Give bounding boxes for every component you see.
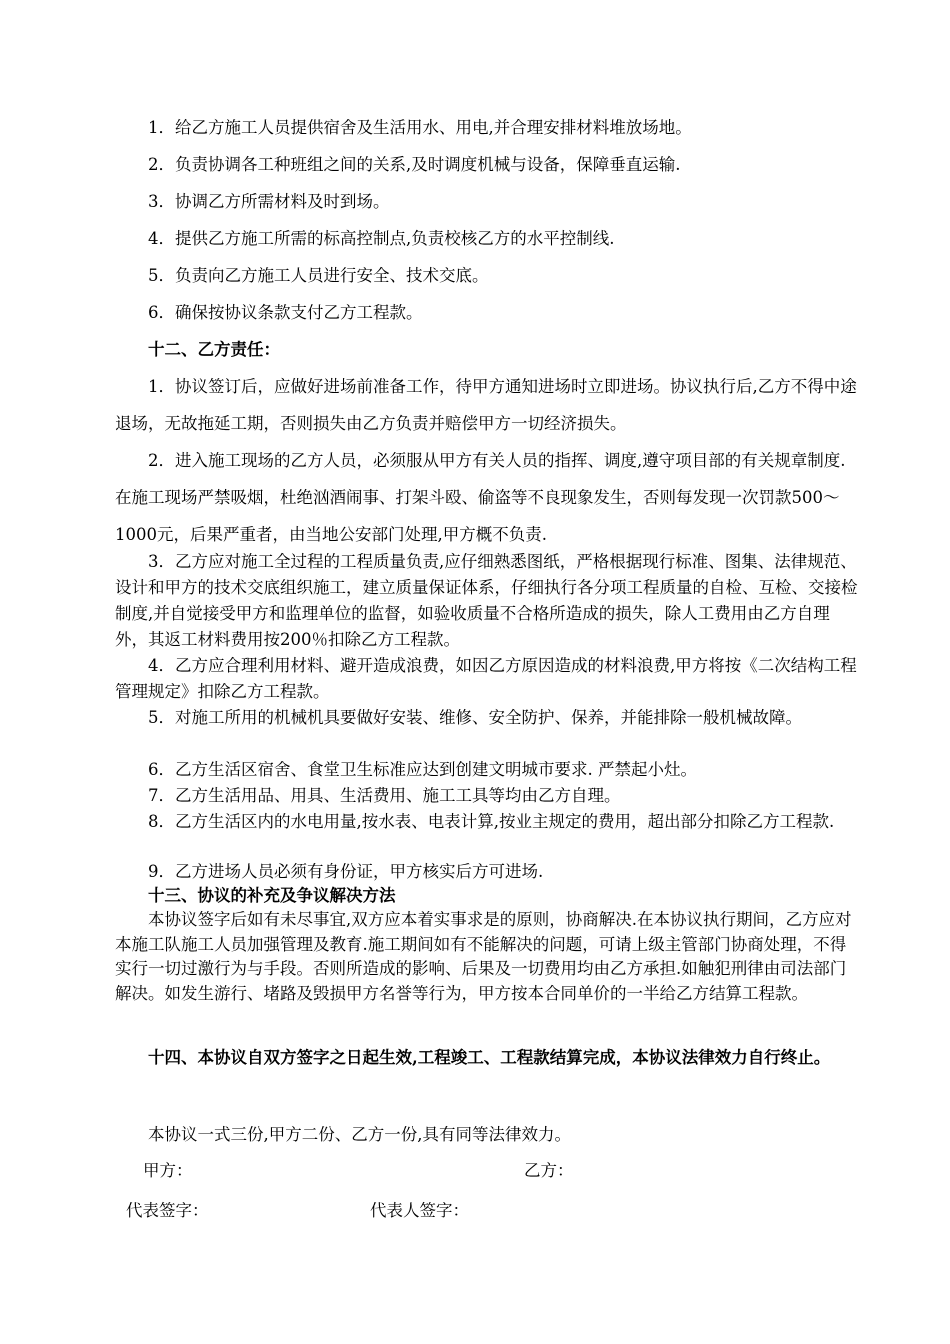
- s12-item-2: 2．进入施工现场的乙方人员，必须服从甲方有关人员的指挥、调度,遵守项目部的有关规章制度.在施工现场严禁吸烟，杜绝汹酒闹事、打架斗殴、偷盗等不良现象发生，否则每发现一次罚款500～1000元，后果严重者，由当地公安部门处理,甲方概不负责.: [115, 451, 846, 544]
- party-a-duty-3: 3．协调乙方所需材料及时到场。: [148, 192, 390, 211]
- party-a-representative-label: 代表签字：: [126, 1201, 209, 1220]
- s12-item-3: 3．乙方应对施工全过程的工程质量负责,应仔细熟悉图纸，严格根据现行标准、图集、法律规范、设计和甲方的技术交底组织施工，建立质量保证体系，仔细执行各分项工程质量的自检、互检、交接检制度,并自觉接受甲方和监理单位的监督，如验收质量不合格所造成的损失，除人工费用由乙方自理外，其返工材料费用按200％扣除乙方工程款。: [115, 552, 858, 649]
- party-a-duty-6: 6．确保按协议条款支付乙方工程款。: [148, 303, 423, 322]
- section-12-heading: 十二、乙方责任：: [148, 340, 280, 359]
- copies-note: 本协议一式三份,甲方二份、乙方一份,具有同等法律效力。: [148, 1125, 571, 1144]
- section-13-heading: 十三、协议的补充及争议解决方法: [148, 886, 396, 905]
- party-b-label: 乙方：: [524, 1161, 574, 1180]
- section-14: 十四、本协议自双方签字之日起生效,工程竣工、工程款结算完成，本协议法律效力自行终止。: [148, 1048, 831, 1067]
- party-a-duty-2: 2．负责协调各工种班组之间的关系,及时调度机械与设备，保障垂直运输.: [148, 155, 681, 174]
- s12-item-1: 1．协议签订后，应做好进场前准备工作，待甲方通知进场时立即进场。协议执行后,乙方不得中途退场，无故拖延工期，否则损失由乙方负责并赔偿甲方一切经济损失。: [115, 377, 857, 433]
- s12-item-4: 4．乙方应合理利用材料、避开造成浪费，如因乙方原因造成的材料浪费,甲方将按《二次结构工程管理规定》扣除乙方工程款。: [115, 656, 857, 701]
- s12-item-5: 5．对施工所用的机械机具要做好安装、维修、安全防护、保养，并能排除一般机械故障。: [148, 708, 802, 727]
- section-13-body: 本协议签字后如有未尽事宜,双方应本着实事求是的原则，协商解决.在本协议执行期间，乙方应对本施工队施工人员加强管理及教育.施工期间如有不能解决的问题，可请上级主管部门协商处理，不得实行一切过激行为与手段。否则所造成的影响、后果及一切费用均由乙方承担.如触犯刑律由司法部门解决。如发生游行、堵路及毁损甲方名誉等行为，甲方按本合同单价的一半给乙方结算工程款。: [115, 910, 852, 1003]
- party-a-duty-4: 4．提供乙方施工所需的标高控制点,负责校核乙方的水平控制线.: [148, 229, 615, 248]
- party-b-representative-label: 代表人签字：: [370, 1201, 469, 1220]
- s12-item-6: 6．乙方生活区宿舍、食堂卫生标准应达到创建文明城市要求. 严禁起小灶。: [148, 760, 697, 779]
- s12-item-8: 8．乙方生活区内的水电用量,按水表、电表计算,按业主规定的费用，超出部分扣除乙方工程款.: [148, 812, 835, 831]
- party-a-label: 甲方：: [143, 1161, 193, 1180]
- s12-item-7: 7．乙方生活用品、用具、生活费用、施工工具等均由乙方自理。: [148, 786, 621, 805]
- party-a-duty-5: 5．负责向乙方施工人员进行安全、技术交底。: [148, 266, 489, 285]
- s12-item-9: 9．乙方进场人员必须有身份证，甲方核实后方可进场.: [148, 862, 544, 881]
- party-a-duty-1: 1．给乙方施工人员提供宿舍及生活用水、用电,并合理安排材料堆放场地。: [148, 118, 692, 137]
